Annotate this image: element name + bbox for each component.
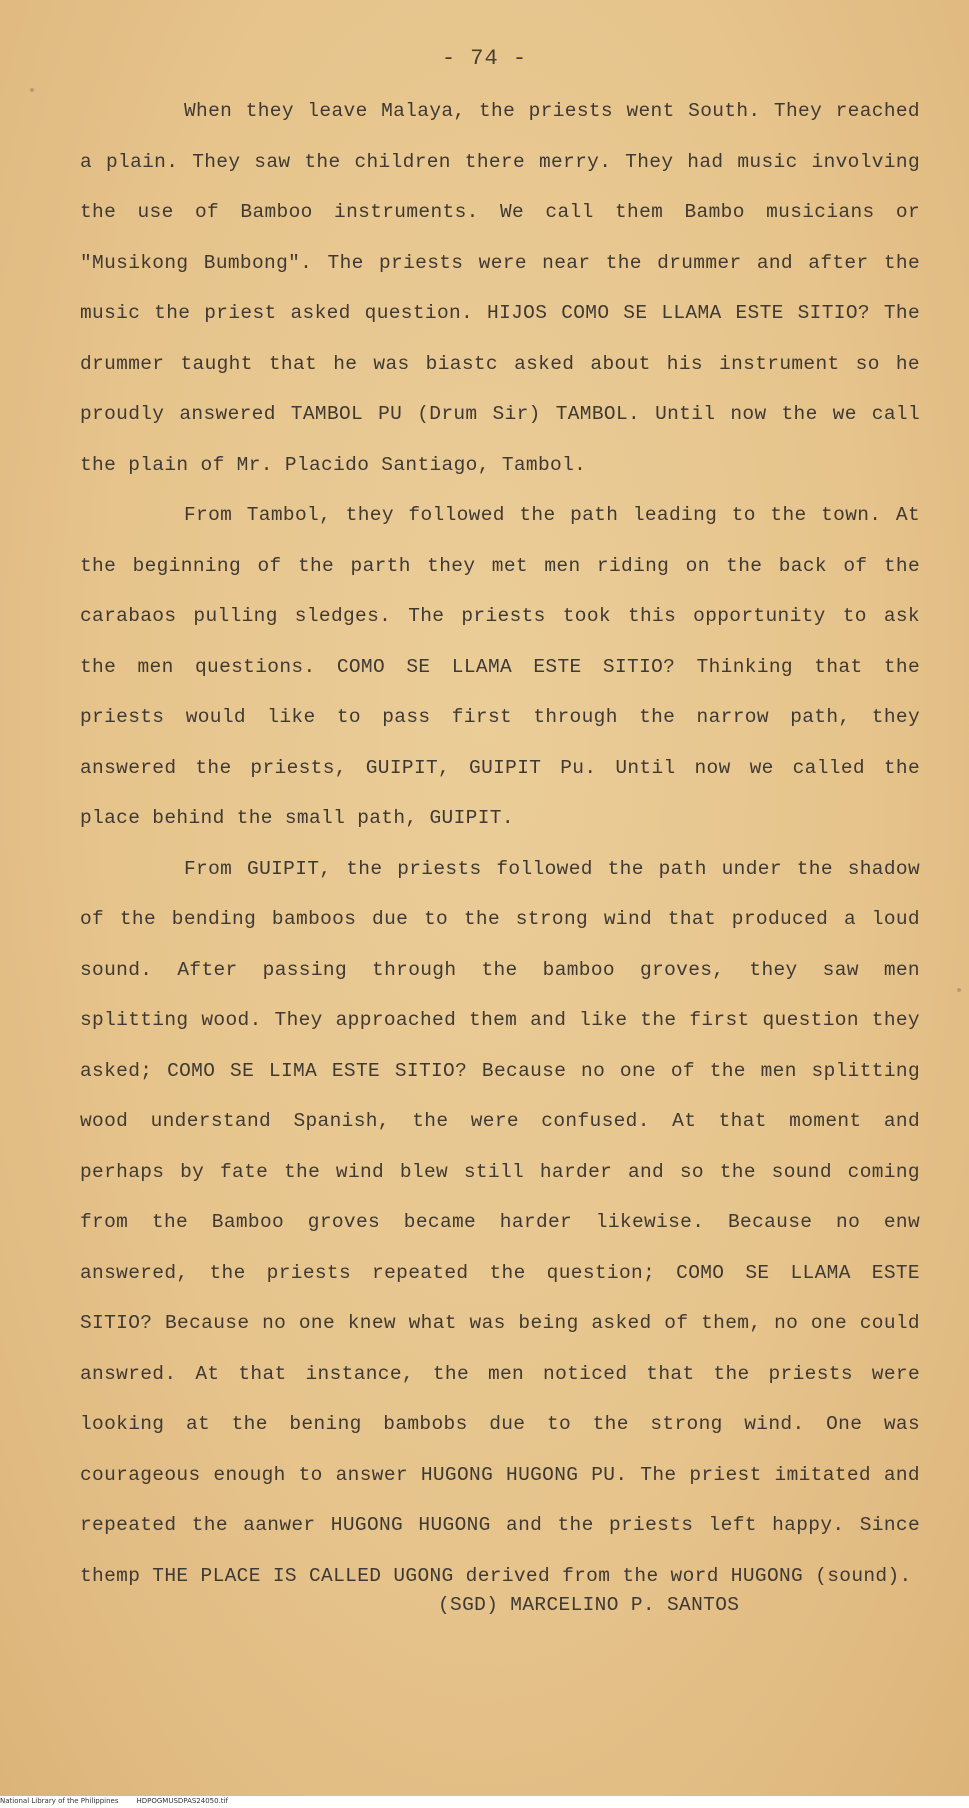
body-text	[80, 86, 920, 1601]
page-number: - 74 -	[441, 46, 528, 71]
paper-mark	[957, 988, 961, 992]
paragraph-3: From GUIPIT, the priests followed the path under the shadow of the bending bamboos due to the strong wind that produced a loud sound. After passing through the bamboo groves, they saw men splitting wood. They approached them and like the first question they asked; COMO SE LIMA ESTE SITIO? Because no one of the men splitting wood understand Spanish, the were confused. At that moment and perhaps by fate the wind blew still harder and so the sound coming from the Bamboo groves became harder likewise. Because no enw answered, the priests repeated the question; COMO SE LLAMA ESTE SITIO? Because no one knew what was being asked of them, no one could answred. At that instance, the men noticed that the priests were looking at the bening bambobs due to the strong wind. One was courageous enough to answer HUGONG HUGONG PU. The priest imitated and repeated the aanwer HUGONG HUGONG and the priests left happy. Since themp THE PLACE IS CALLED UGONG derived from the word HUGONG (sound).	[80, 857, 920, 1587]
paragraph-1: When they leave Malaya, the priests went South. They reached a plain. They saw the children there merry. They had music involving the use of Bamboo instruments. We call them Bambo musicians or "Musikong Bumbong". The priests were near the drummer and after the music the priest asked question. HIJOS COMO SE LLAMA ESTE SITIO? The drummer taught that he was biastc asked about his instrument so he proudly answered TAMBOL PU (Drum Sir) TAMBOL. Until now the we call the plain of Mr. Placido Santiago, Tambol.	[80, 100, 920, 476]
footer-file: HDPOGMUSDPAS24050.tif	[136, 1797, 228, 1805]
scan-footer-text	[0, 1797, 228, 1806]
signature-line: (SGD) MARCELINO P. SANTOS	[438, 1594, 740, 1616]
footer-library: National Library of the Philippines	[0, 1797, 119, 1805]
paragraph-2: From Tambol, they followed the path leading to the town. At the beginning of the parth they met men riding on the back of the carabaos pulling sledges. The priests took this opportunity to ask the men questions. COMO SE LLAMA ESTE SITIO? Thinking that the priests would like to pass first through the narrow path, they answered the priests, GUIPIT, GUIPIT Pu. Until now we called the place behind the small path, GUIPIT.	[80, 504, 920, 829]
paper-mark	[30, 88, 34, 92]
